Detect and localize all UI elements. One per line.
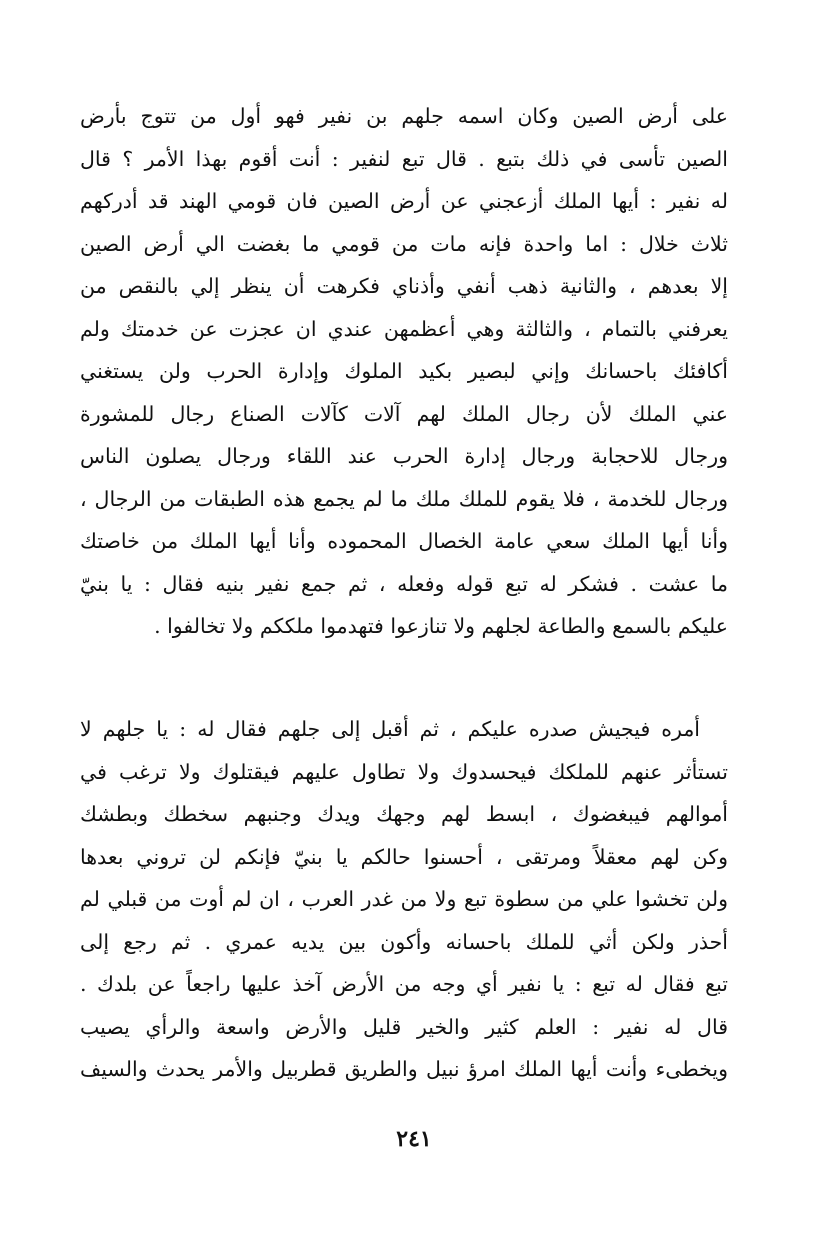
text-line: الصين تأسى في ذلك بتبع . قال تبع لنفير : أنت أقوم بهذا الأمر ؟ قال xyxy=(80,146,728,171)
text-line: وكن لهم معقلاً ومرتقى ، أحسنوا حالكم يا بنيّ فإنكم لن تروني بعدها xyxy=(80,844,728,869)
text-line: عني الملك لأن رجال الملك لهم آلات كآلات الصناع رجال للمشورة xyxy=(80,401,728,426)
text-line: أكافئك باحسانك وإني لبصير بكيد الملوك وإدارة الحرب ولن يستغني xyxy=(80,359,728,383)
text-line: ما عشت . فشكر له تبع قوله وفعله ، ثم جمع نفير بنيه فقال : يا بنيّ xyxy=(80,571,728,596)
text-line: قال له نفير : العلم كثير والخير قليل والأرض واسعة والرأي يصيب xyxy=(80,1014,728,1039)
text-line: تبع فقال له تبع : يا نفير أي وجه من الأرض آخذ عليها راجعاً عن بلدك . xyxy=(80,972,728,996)
text-line: ورجال للخدمة ، فلا يقوم للملك ملك ما لم يجمع هذه الطبقات من الرجال ، xyxy=(80,486,728,511)
text-line: ورجال للاحجابة ورجال إدارة الحرب عند اللقاء ورجال يصلون الناس xyxy=(80,444,728,468)
text-line: تستأثر عنهم للملكك فيحسدوك ولا تطاول عليهم فيقتلوك ولا ترغب في xyxy=(80,759,728,784)
text-line: وأنا أيها الملك سعي عامة الخصال المحموده وأنا أيها الملك من خاصتك xyxy=(80,529,728,553)
paragraph-2 xyxy=(80,708,728,1091)
text-line: أمره فيجيش صدره عليكم ، ثم أقبل إلى جلهم فقال له : يا جلهم لا xyxy=(80,717,700,741)
text-line: أموالهم فيبغضوك ، ابسط لهم وجهك ويدك وجنبهم سخطك وبطشك xyxy=(80,802,728,826)
text-line: على أرض الصين وكان اسمه جلهم بن نفير فهو أول من تتوج بأرض xyxy=(80,104,728,128)
text-line: أحذر ولكن أثي للملك باحسانه وأكون بين يديه عمري . ثم رجع إلى xyxy=(80,929,728,954)
text-line: إلا بعدهم ، والثانية ذهب أنفي وأذناي فكرهت أن ينظر إلي بالنقص من xyxy=(80,274,728,298)
text-line: ولن تخشوا علي من سطوة تبع ولا من غدر العرب ، ان لم أوت من قبلي لم xyxy=(80,887,728,911)
paragraph-1 xyxy=(80,95,728,648)
text-line: له نفير : أيها الملك أزعجني عن أرض الصين فان قومي الهند قد أدركهم xyxy=(80,189,728,213)
text-line: ويخطىء وأنت أيها الملك امرؤ نبيل والطريق قطربيل والأمر يحدث والسيف xyxy=(80,1057,728,1081)
page-number: ٢٤١ xyxy=(396,1126,432,1152)
text-line: ثلاث خلال : اما واحدة فإنه مات من قومي ما بغضت الي أرض الصين xyxy=(80,231,728,256)
text-line: يعرفني بالتمام ، والثالثة وهي أعظمهن عندي ان عجزت عن خدمتك ولم xyxy=(80,316,728,341)
text-line: عليكم بالسمع والطاعة لجلهم ولا تنازعوا فتهدموا ملككم ولا تخالفوا . xyxy=(154,614,728,638)
